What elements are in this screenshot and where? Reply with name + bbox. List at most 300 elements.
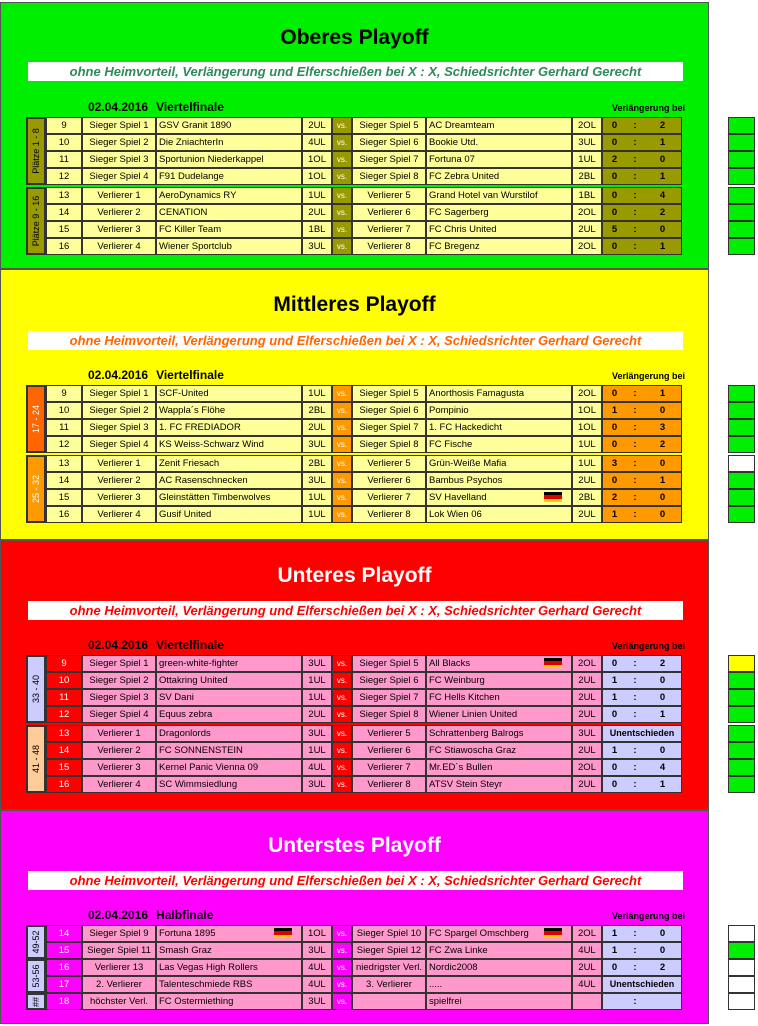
group-label: 49-52 [31, 930, 41, 954]
rules-banner: ohne Heimvorteil, Verlängerung und Elferschießen bei X : X, Schiedsrichter Gerhard Gerecht [28, 871, 683, 890]
away-team: Mr.ED´s Bullen [426, 759, 572, 776]
away-score: 0 [644, 151, 682, 168]
home-slot-label: Sieger Spiel 4 [82, 436, 156, 453]
match-row [46, 489, 682, 506]
away-team: Wiener Linien United [426, 706, 572, 723]
group-label: Plätze 9 - 16 [31, 195, 41, 247]
match-number: 12 [46, 436, 82, 453]
match-row [46, 959, 682, 976]
match-row [46, 385, 682, 402]
vs-label: vs. [332, 134, 352, 151]
away-score: 0 [644, 689, 682, 706]
match-number: 9 [46, 655, 82, 672]
away-team: Pompinio [426, 402, 572, 419]
home-team: Gleinstätten Timberwolves [156, 489, 302, 506]
home-slot-label: Sieger Spiel 3 [82, 689, 156, 706]
home-slot-label: Sieger Spiel 4 [82, 706, 156, 723]
side-status-cell [728, 725, 755, 742]
away-score: 1 [644, 238, 682, 255]
home-league: 1UL [302, 385, 332, 402]
home-score: 1 [602, 506, 626, 523]
side-status-cell [728, 402, 755, 419]
side-status-cell [728, 742, 755, 759]
side-status-cell [728, 238, 755, 255]
home-score: 0 [602, 187, 626, 204]
home-team: Kernel Panic Vienna 09 [156, 759, 302, 776]
away-slot-label: Sieger Spiel 5 [352, 655, 426, 672]
away-league: 2UL [572, 506, 602, 523]
match-row [46, 134, 682, 151]
away-slot-label: Sieger Spiel 8 [352, 168, 426, 185]
match-number: 14 [46, 742, 82, 759]
home-slot-label: Sieger Spiel 2 [82, 672, 156, 689]
home-team: Die ZniachterIn [156, 134, 302, 151]
away-score: 4 [644, 759, 682, 776]
away-score: 0 [644, 742, 682, 759]
home-league: 1UL [302, 489, 332, 506]
match-number: 12 [46, 168, 82, 185]
vs-label: vs. [332, 385, 352, 402]
home-score: 0 [602, 436, 626, 453]
home-league: 4UL [302, 134, 332, 151]
match-number: 11 [46, 689, 82, 706]
match-row [46, 742, 682, 759]
match-row [46, 925, 682, 942]
germany-flag-icon [544, 928, 562, 938]
away-team: Grün-Weiße Mafia [426, 455, 572, 472]
home-score: 1 [602, 689, 626, 706]
away-league: 2UL [572, 959, 602, 976]
away-league: 2UL [572, 706, 602, 723]
home-slot-label: Verlierer 13 [82, 959, 156, 976]
vs-label: vs. [332, 117, 352, 134]
away-slot-label: Sieger Spiel 8 [352, 436, 426, 453]
home-team: SV Dani [156, 689, 302, 706]
group-label: 25 - 32 [31, 474, 41, 504]
home-league: 3UL [302, 942, 332, 959]
home-score: 0 [602, 238, 626, 255]
home-team: FC Killer Team [156, 221, 302, 238]
away-team: FC Weinburg [426, 672, 572, 689]
away-league: 2UL [572, 472, 602, 489]
side-status-cell [728, 419, 755, 436]
home-league: 1OL [302, 151, 332, 168]
away-score [644, 993, 682, 1010]
away-team: FC Zebra United [426, 168, 572, 185]
vs-label: vs. [332, 959, 352, 976]
away-team: All Blacks [426, 655, 572, 672]
away-slot-label: Verlierer 6 [352, 472, 426, 489]
home-slot-label: höchster Verl. [82, 993, 156, 1010]
away-slot-label: niedrigster Verl. [352, 959, 426, 976]
home-league: 3UL [302, 993, 332, 1010]
side-status-cell [728, 672, 755, 689]
match-row [46, 187, 682, 204]
away-slot-label: Verlierer 7 [352, 221, 426, 238]
side-status-cell [728, 151, 755, 168]
home-league: 1UL [302, 672, 332, 689]
side-status-cell [728, 221, 755, 238]
away-score: 0 [644, 489, 682, 506]
vs-label: vs. [332, 925, 352, 942]
vs-label: vs. [332, 221, 352, 238]
home-slot-label: Verlierer 2 [82, 204, 156, 221]
score-separator: : [626, 942, 644, 959]
home-league: 1BL [302, 221, 332, 238]
match-number: 14 [46, 204, 82, 221]
score-separator: : [626, 402, 644, 419]
rules-banner: ohne Heimvorteil, Verlängerung und Elferschießen bei X : X, Schiedsrichter Gerhard Gerecht [28, 601, 683, 620]
match-result-text: Unentschieden [602, 976, 682, 993]
away-slot-label: Verlierer 6 [352, 204, 426, 221]
side-status-cell [728, 134, 755, 151]
away-league: 1UL [572, 436, 602, 453]
match-row [46, 672, 682, 689]
home-team: FC Ostermiething [156, 993, 302, 1010]
vs-label: vs. [332, 455, 352, 472]
score-separator: : [626, 506, 644, 523]
verlaengerung-header: Verlängerung bei [611, 103, 685, 113]
away-team: ..... [426, 976, 572, 993]
home-team: CENATION [156, 204, 302, 221]
match-number: 11 [46, 419, 82, 436]
vs-label: vs. [332, 706, 352, 723]
rules-banner: ohne Heimvorteil, Verlängerung und Elferschießen bei X : X, Schiedsrichter Gerhard Gerecht [28, 331, 683, 350]
away-score: 4 [644, 187, 682, 204]
home-team: AeroDynamics RY [156, 187, 302, 204]
home-score: 0 [602, 134, 626, 151]
match-number: 14 [46, 925, 82, 942]
away-slot-label: Verlierer 7 [352, 489, 426, 506]
away-league: 4UL [572, 942, 602, 959]
match-number: 16 [46, 959, 82, 976]
away-league: 4UL [572, 976, 602, 993]
group-label: ## [31, 996, 41, 1007]
home-team: Smash Graz [156, 942, 302, 959]
away-score: 2 [644, 204, 682, 221]
away-team: Anorthosis Famagusta [426, 385, 572, 402]
round-header [88, 908, 213, 922]
home-team: Gusif United [156, 506, 302, 523]
home-team: Wappla´s Flöhe [156, 402, 302, 419]
match-row [46, 151, 682, 168]
side-status-cell [728, 706, 755, 723]
score-separator: : [626, 655, 644, 672]
home-team: Talenteschmiede RBS [156, 976, 302, 993]
match-number: 13 [46, 725, 82, 742]
match-row [46, 942, 682, 959]
away-score: 2 [644, 959, 682, 976]
round-name: Viertelfinale [156, 368, 224, 382]
home-team: Zenit Friesach [156, 455, 302, 472]
verlaengerung-header: Verlängerung bei [611, 911, 685, 921]
group-label: 53-56 [31, 964, 41, 988]
home-score: 1 [602, 742, 626, 759]
round-name: Viertelfinale [156, 638, 224, 652]
side-status-cell [728, 506, 755, 523]
group-label-cell [26, 725, 46, 793]
match-number: 15 [46, 942, 82, 959]
home-slot-label: Sieger Spiel 1 [82, 117, 156, 134]
match-number: 10 [46, 134, 82, 151]
vs-label: vs. [332, 689, 352, 706]
round-header [88, 100, 224, 114]
away-slot-label: Sieger Spiel 7 [352, 151, 426, 168]
score-separator: : [626, 419, 644, 436]
home-score: 1 [602, 402, 626, 419]
away-team: SV Havelland [426, 489, 572, 506]
away-slot-label: Sieger Spiel 5 [352, 385, 426, 402]
vs-label: vs. [332, 776, 352, 793]
vs-label: vs. [332, 419, 352, 436]
home-league: 3UL [302, 472, 332, 489]
match-number: 16 [46, 506, 82, 523]
away-league: 2UL [572, 742, 602, 759]
home-league: 3UL [302, 725, 332, 742]
home-team: AC Rasenschnecken [156, 472, 302, 489]
home-slot-label: Sieger Spiel 9 [82, 925, 156, 942]
home-score: 0 [602, 759, 626, 776]
home-league: 2UL [302, 706, 332, 723]
round-header [88, 368, 224, 382]
group-label-cell [26, 993, 46, 1010]
away-score: 2 [644, 117, 682, 134]
home-team: Wiener Sportclub [156, 238, 302, 255]
round-date: 02.04.2016 [88, 100, 149, 114]
side-status-cell [728, 925, 755, 942]
vs-label: vs. [332, 489, 352, 506]
home-slot-label: Verlierer 1 [82, 725, 156, 742]
match-row [46, 472, 682, 489]
match-number: 12 [46, 706, 82, 723]
home-team: SCF-United [156, 385, 302, 402]
away-slot-label: Sieger Spiel 5 [352, 117, 426, 134]
away-league: 2OL [572, 925, 602, 942]
home-slot-label: Sieger Spiel 1 [82, 385, 156, 402]
match-row [46, 725, 682, 742]
match-row [46, 506, 682, 523]
side-status-cell [728, 455, 755, 472]
away-league: 2OL [572, 385, 602, 402]
match-number: 15 [46, 221, 82, 238]
away-slot-label: Sieger Spiel 7 [352, 689, 426, 706]
vs-label: vs. [332, 402, 352, 419]
vs-label: vs. [332, 187, 352, 204]
match-number: 15 [46, 489, 82, 506]
score-separator: : [626, 689, 644, 706]
side-status-cell [728, 689, 755, 706]
vs-label: vs. [332, 151, 352, 168]
away-slot-label: Verlierer 8 [352, 776, 426, 793]
vs-label: vs. [332, 238, 352, 255]
home-score [602, 993, 626, 1010]
vs-label: vs. [332, 436, 352, 453]
away-league: 2UL [572, 689, 602, 706]
score-separator: : [626, 776, 644, 793]
score-separator: : [626, 385, 644, 402]
away-score: 2 [644, 436, 682, 453]
away-score: 1 [644, 134, 682, 151]
home-league: 2BL [302, 455, 332, 472]
away-team: Bambus Psychos [426, 472, 572, 489]
away-slot-label: Verlierer 7 [352, 759, 426, 776]
score-separator: : [626, 993, 644, 1010]
home-slot-label: Sieger Spiel 2 [82, 134, 156, 151]
home-team: Ottakring United [156, 672, 302, 689]
home-slot-label: Verlierer 3 [82, 489, 156, 506]
home-league: 2UL [302, 204, 332, 221]
side-status-cell [728, 204, 755, 221]
home-league: 4UL [302, 976, 332, 993]
away-team: FC Zwa Linke [426, 942, 572, 959]
home-league: 1OL [302, 168, 332, 185]
away-league: 2OL [572, 655, 602, 672]
match-row [46, 655, 682, 672]
group-label-cell [26, 187, 46, 255]
group-label: 33 - 40 [31, 674, 41, 704]
group-label-cell [26, 117, 46, 185]
vs-label: vs. [332, 472, 352, 489]
match-result-text: Unentschieden [602, 725, 682, 742]
away-slot-label: Sieger Spiel 6 [352, 672, 426, 689]
home-slot-label: Sieger Spiel 2 [82, 402, 156, 419]
away-league: 1OL [572, 419, 602, 436]
home-league: 3UL [302, 436, 332, 453]
score-separator: : [626, 455, 644, 472]
side-status-cell [728, 385, 755, 402]
home-slot-label: Verlierer 2 [82, 742, 156, 759]
match-number: 9 [46, 117, 82, 134]
germany-flag-icon [544, 492, 562, 502]
away-score: 0 [644, 455, 682, 472]
score-separator: : [626, 117, 644, 134]
home-slot-label: Verlierer 4 [82, 238, 156, 255]
match-row [46, 168, 682, 185]
match-row [46, 436, 682, 453]
away-score: 0 [644, 506, 682, 523]
away-slot-label: Verlierer 6 [352, 742, 426, 759]
match-number: 16 [46, 238, 82, 255]
group-label-cell [26, 925, 46, 959]
vs-label: vs. [332, 506, 352, 523]
home-league: 4UL [302, 759, 332, 776]
away-slot-label: Sieger Spiel 6 [352, 402, 426, 419]
home-score: 1 [602, 942, 626, 959]
home-team: SC Wimmsiedlung [156, 776, 302, 793]
match-row [46, 689, 682, 706]
match-row [46, 455, 682, 472]
away-team: Schrattenberg Balrogs [426, 725, 572, 742]
away-slot-label: Verlierer 8 [352, 506, 426, 523]
away-score: 0 [644, 672, 682, 689]
match-number: 13 [46, 187, 82, 204]
away-league: 1UL [572, 455, 602, 472]
vs-label: vs. [332, 204, 352, 221]
match-row [46, 706, 682, 723]
match-number: 14 [46, 472, 82, 489]
side-status-cell [728, 117, 755, 134]
germany-flag-icon [544, 658, 562, 668]
match-row [46, 221, 682, 238]
home-score: 0 [602, 706, 626, 723]
score-separator: : [626, 436, 644, 453]
group-label-cell [26, 959, 46, 993]
round-name: Viertelfinale [156, 100, 224, 114]
vs-label: vs. [332, 725, 352, 742]
away-score: 1 [644, 776, 682, 793]
away-slot-label: Sieger Spiel 7 [352, 419, 426, 436]
away-team: Fortuna 07 [426, 151, 572, 168]
away-league: 1UL [572, 151, 602, 168]
score-separator: : [626, 925, 644, 942]
score-separator: : [626, 134, 644, 151]
vs-label: vs. [332, 168, 352, 185]
home-team: 1. FC FREDIADOR [156, 419, 302, 436]
match-number: 15 [46, 759, 82, 776]
home-league: 1UL [302, 689, 332, 706]
away-slot-label: 3. Verlierer [352, 976, 426, 993]
match-row [46, 976, 682, 993]
away-team: AC Dreamteam [426, 117, 572, 134]
home-team: Dragonlords [156, 725, 302, 742]
match-number: 11 [46, 151, 82, 168]
away-score: 0 [644, 925, 682, 942]
match-row [46, 402, 682, 419]
group-label: 17 - 24 [31, 404, 41, 434]
home-team: FC SONNENSTEIN [156, 742, 302, 759]
away-score: 1 [644, 472, 682, 489]
match-row [46, 993, 682, 1010]
match-number: 13 [46, 455, 82, 472]
match-row [46, 238, 682, 255]
away-team: FC Sagerberg [426, 204, 572, 221]
home-score: 0 [602, 472, 626, 489]
home-league: 1UL [302, 506, 332, 523]
away-team: spielfrei [426, 993, 572, 1010]
home-league: 1UL [302, 742, 332, 759]
side-status-cell [728, 187, 755, 204]
vs-label: vs. [332, 742, 352, 759]
away-slot-label: Sieger Spiel 8 [352, 706, 426, 723]
score-separator: : [626, 959, 644, 976]
germany-flag-icon [274, 928, 292, 938]
home-score: 2 [602, 151, 626, 168]
side-status-cell [728, 759, 755, 776]
home-score: 3 [602, 455, 626, 472]
away-league: 3UL [572, 725, 602, 742]
home-slot-label: Verlierer 2 [82, 472, 156, 489]
score-separator: : [626, 151, 644, 168]
away-score: 3 [644, 419, 682, 436]
section-title: Oberes Playoff [280, 26, 429, 49]
round-date: 02.04.2016 [88, 908, 149, 922]
home-score: 0 [602, 776, 626, 793]
home-league: 4UL [302, 959, 332, 976]
home-team: Equus zebra [156, 706, 302, 723]
home-slot-label: Verlierer 4 [82, 776, 156, 793]
side-status-cell [728, 942, 755, 959]
home-score: 0 [602, 168, 626, 185]
vs-label: vs. [332, 976, 352, 993]
home-slot-label: Verlierer 3 [82, 759, 156, 776]
home-league: 1OL [302, 925, 332, 942]
home-team: F91 Dudelange [156, 168, 302, 185]
side-status-cell [728, 436, 755, 453]
away-score: 1 [644, 706, 682, 723]
away-league: 2OL [572, 238, 602, 255]
away-team: FC Hells Kitchen [426, 689, 572, 706]
home-league: 2UL [302, 419, 332, 436]
